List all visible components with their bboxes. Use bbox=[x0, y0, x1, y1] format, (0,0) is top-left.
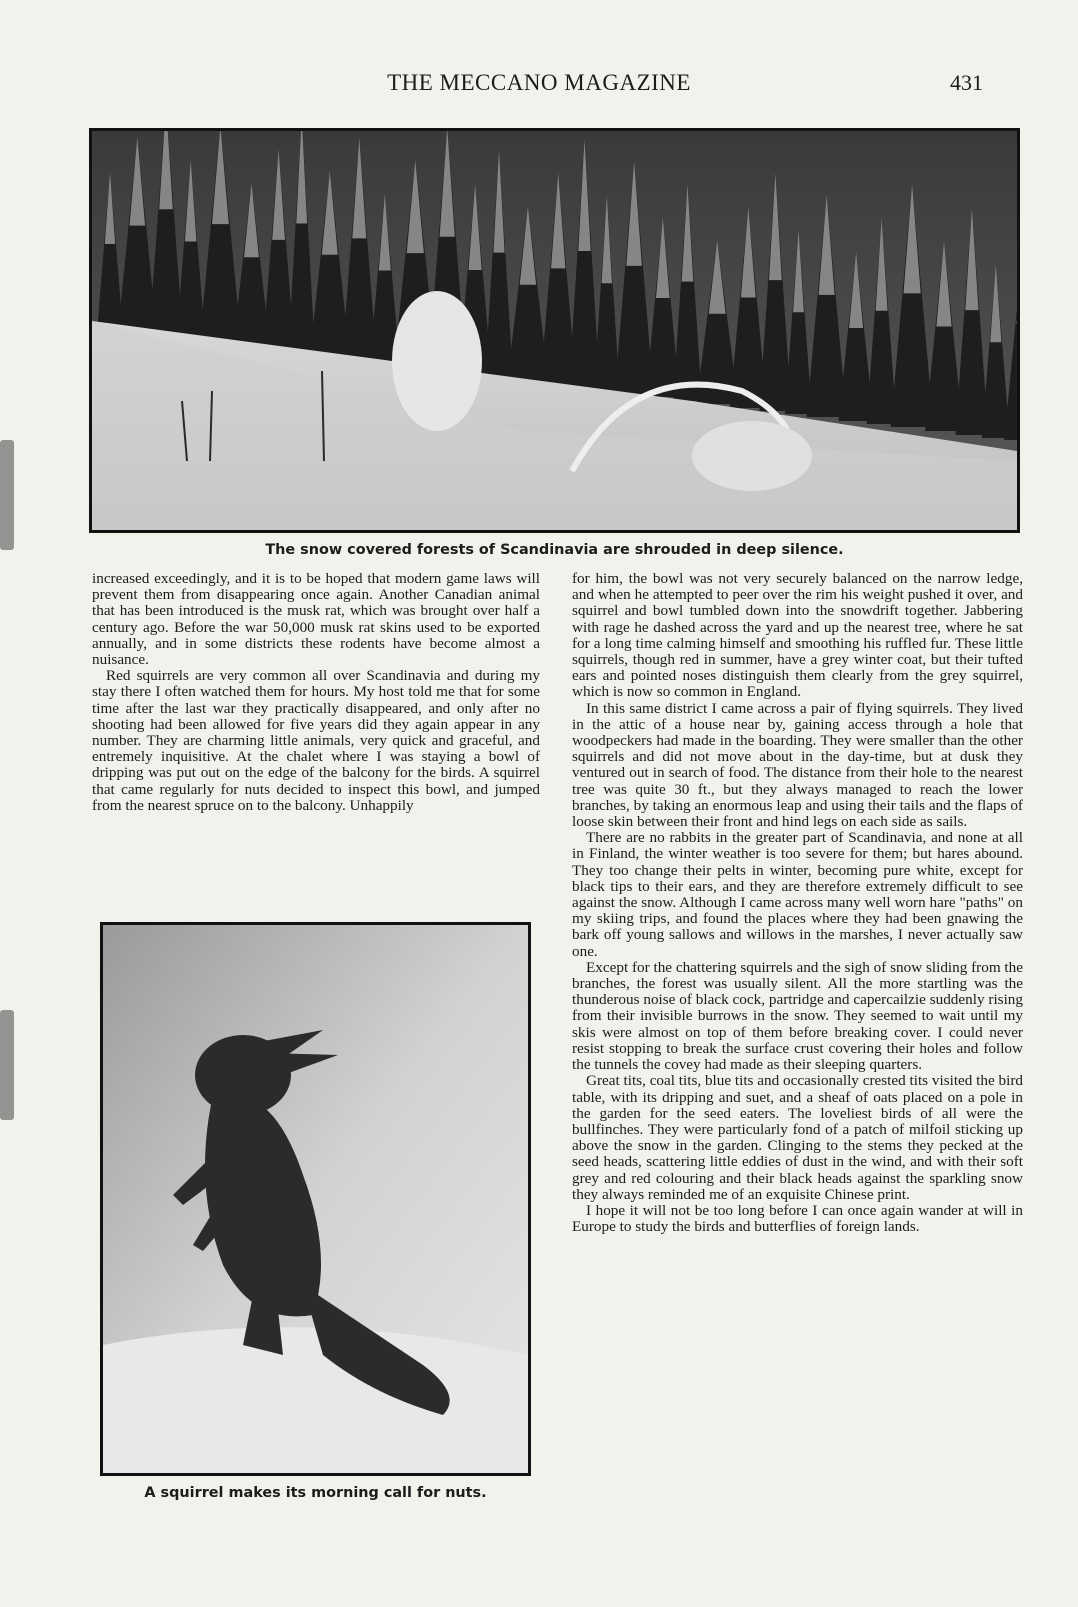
paragraph: Great tits, coal tits, blue tits and occasionally crested tits visited the bird table, with its dripping and suet, and a sheaf of oats placed on a pole in the garden for the seed eaters. The loveliest birds of all were the bullfinches. They were particularly fond of a patch of milfoil sticking up above the snow in the garden. Clinging to the stems they pecked at the seed heads, scattering little eddies of dust in the wind, and with their soft grey and red colouring and their black heads against the sparkling snow they always reminded me of an exquisite Chinese print. bbox=[572, 1072, 1023, 1203]
squirrel-photo bbox=[100, 922, 531, 1476]
page-number: 431 bbox=[950, 70, 983, 95]
squirrel-caption: A squirrel makes its morning call for nuts. bbox=[144, 1485, 487, 1501]
forest-caption: The snow covered forests of Scandinavia are shrouded in deep silence. bbox=[265, 542, 844, 558]
paragraph: I hope it will not be too long before I can once again wander at will in Europe to study the birds and butterflies of foreign lands. bbox=[572, 1201, 1023, 1236]
article-right-column bbox=[572, 571, 1023, 1235]
article-left-column bbox=[92, 571, 540, 814]
paragraph: Red squirrels are very common all over Scandinavia and during my stay there I often watched them for hours. My host told me that for some time after the last war they practically disappeared, and only after no shooting had been allowed for five years did they again appear in any number. They are charming little animals, very quick and graceful, and entremely inquisitive. At the chalet where I was staying a bowl of dripping was put out on the edge of the balcony for the birds. A squirrel that came regularly for nuts decided to inspect this bowl, and jumped from the nearest spruce on to the balcony. Unhappily bbox=[92, 667, 540, 814]
paragraph: There are no rabbits in the greater part of Scandinavia, and none at all in Finland, the winter weather is too severe for them; but hares abound. They too change their pelts in winter, becoming pure white, except for black tips to their ears, and they are therefore extremely difficult to see against the snow. Although I came across many well worn hare "paths" on my skiing trips, and found the places where they had been gnawing the bark off young sallows and willows in the marshes, I never actually saw one. bbox=[572, 829, 1023, 960]
forest-photo bbox=[89, 128, 1020, 533]
magazine-title: THE MECCANO MAGAZINE bbox=[387, 70, 691, 95]
paragraph: increased exceedingly, and it is to be hoped that modern game laws will prevent them from disappearing once again. Another Canadian animal that has been introduced is the musk rat, which was brought over half a century ago. Before the war 50,000 musk rat skins used to be exported annually, and in some districts these rodents have become almost a nuisance. bbox=[92, 570, 540, 669]
paragraph: Except for the chattering squirrels and the sigh of snow sliding from the branches, the forest was usually silent. All the more startling was the thunderous noise of black cock, partridge and capercailzie suddenly rising from their invisible burrows in the snow. They seemed to wait until my skis were almost on top of them before breaking cover. I could never resist stopping to break the surface crust covering their holes and follow the tunnels the covey had made as their sleeping quarters. bbox=[572, 958, 1023, 1074]
binding-mark bbox=[0, 1010, 14, 1120]
binding-mark bbox=[0, 440, 14, 550]
paragraph: In this same district I came across a pair of flying squirrels. They lived in the attic of a house near by, gaining access through a hole that woodpeckers had made in the boarding. They were smaller than the other squirrels and did not move about in the day-time, but at dusk they ventured out in search of food. The distance from their hole to the nearest tree was quite 30 ft., but they always managed to reach the lower branches, by taking an enormous leap and using their tails and the flaps of loose skin between their front and hind legs on each side as sails. bbox=[572, 699, 1023, 831]
paragraph: for him, the bowl was not very securely balanced on the narrow ledge, and when he attempted to peer over the rim his weight pushed it over, and squirrel and bowl tumbled down into the snowdrift together. Jabbering with rage he dashed across the yard and up the nearest tree, where he sat for a long time calming himself and smoothing his ruffled fur. These little squirrels, though red in summer, have a grey winter coat, but their tufted ears and pointed noses distinguish them clearly from the grey squirrel, which is now so common in England. bbox=[572, 570, 1023, 701]
